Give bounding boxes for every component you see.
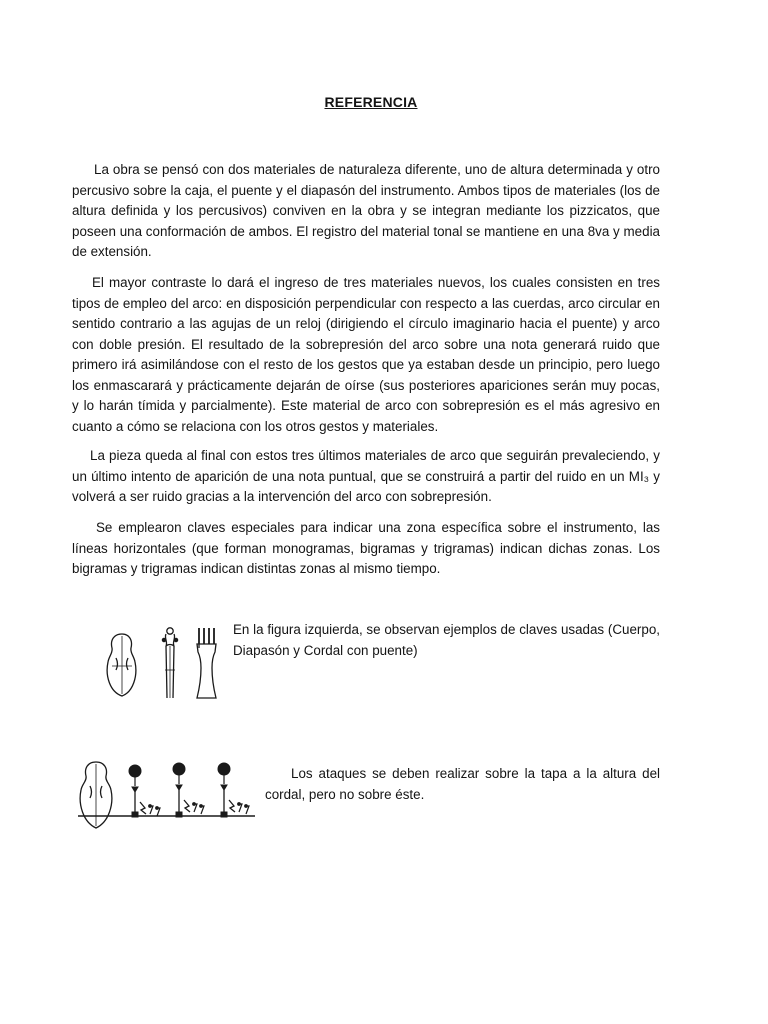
paragraph-ending: La pieza queda al final con estos tres últimos materiales de arco que seguirán prevaleciendo, y un último intento de aparición de una nota puntual, que se construirá a partir del ruido en un MI₃ y volverá a ser ruido gracias a la intervención del arco con sobrepresión. bbox=[72, 448, 660, 504]
note-attack-icon bbox=[129, 765, 160, 817]
figure-caption-attacks: Los ataques se deben realizar sobre la tapa a la altura del cordal, pero no sobre éste. bbox=[265, 766, 660, 802]
note-attack-icon bbox=[173, 763, 204, 817]
note-attack-icon bbox=[218, 763, 249, 817]
attacks-figure bbox=[72, 758, 257, 834]
document-title: REFERENCIA bbox=[324, 94, 418, 110]
paragraph-materials: La obra se pensó con dos materiales de naturaleza diferente, uno de altura determinada y otro percusivo sobre la caja, el puente y el diapasón del instrumento. Ambos tipos de materiales (los de altura definida y los percusivos) conviven en la obra y se integran mediante los pizzicatos, que poseen una conformación de ambos. El registro del material tonal se mantiene en una 8va y media de extensión. bbox=[72, 162, 660, 259]
fingerboard-clef-icon bbox=[162, 628, 177, 698]
tailpiece-bridge-clef-icon bbox=[197, 628, 216, 698]
figure-caption-clefs: En la figura izquierda, se observan ejemplos de claves usadas (Cuerpo, Diapasón y Cordal con puente) bbox=[233, 622, 660, 658]
violin-body-clef-icon bbox=[107, 634, 136, 696]
paragraph-bow-materials: El mayor contraste lo dará el ingreso de tres materiales nuevos, los cuales consisten en tres tipos de empleo del arco: en disposición perpendicular con respecto a las cuerdas, arco circular en sentido contrario a las agujas de un reloj (dirigiendo el círculo imaginario hacia el puente) y arco con doble presión. El resultado de la sobrepresión del arco sobre una nota generará ruido que primero irá asimilándose con el resto de los gestos que ya estaban desde un principio, pero luego los enmascarará y prácticamente dejarán de oírse (sus posteriores apariciones serán muy pocas, y lo harán tímida y parcialmente). Este material de arco con sobrepresión es el más agresivo en cuanto a cómo se relaciona con los otros gestos y materiales. bbox=[72, 275, 660, 434]
clefs-figure bbox=[100, 620, 225, 702]
paragraph-clefs: Se emplearon claves especiales para indicar una zona específica sobre el instrumento, las líneas horizontales (que forman monogramas, bigramas y trigramas) indican dichas zonas. Los bigramas y trigramas indican distintas zonas al mismo tiempo. bbox=[72, 520, 660, 576]
